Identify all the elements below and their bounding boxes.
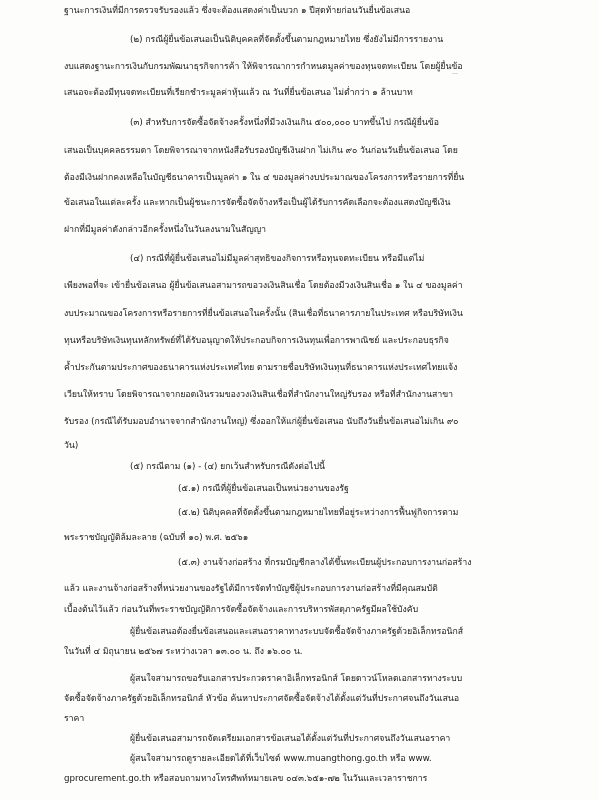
body-line: งบแสดงฐานะการเงินกับกรมพัฒนาธุรกิจการค้า ให้พิจารณาการกำหนดมูลค่าของทุนจดทะเบียน โดยผู้ยื่นข้อ (64, 62, 463, 72)
body-line: ในวันที่ ๔ มิถุนายน ๒๕๖๗ ระหว่างเวลา ๑๓.๐๐ น. ถึง ๑๖.๐๐ น. (64, 647, 303, 657)
body-line: ทุนหรือบริษัทเงินทุนหลักทรัพย์ที่ได้รับอนุญาตให้ประกอบกิจการเงินทุนเพื่อการพาณิชย์ และประกอบธุรกิจ (64, 336, 449, 346)
body-line: ค้ำประกันตามประกาศของธนาคารแห่งประเทศไทย ตามรายชื่อบริษัทเงินทุนที่ธนาคารแห่งประเทศไทยแจ้ง (64, 363, 458, 373)
body-line: ผู้ยื่นข้อเสนอต้องยื่นข้อเสนอและเสนอราคาทางระบบจัดซื้อจัดจ้างภาครัฐด้วยอิเล็กทรอนิกส์ (130, 627, 464, 637)
body-line: แล้ว และงานจ้างก่อสร้างที่หน่วยงานของรัฐได้มีการจัดทำบัญชีผู้ประกอบการงานก่อสร้างที่มีคุณสมบัติ (64, 584, 438, 594)
body-line: เพียงพอที่จะ เข้ายื่นข้อเสนอ ผู้ยื่นข้อเสนอสามารถขอวงเงินสินเชื่อ โดยต้องมีวงเงินสินเชื่อ ๑ ใน ๔ ของมูลค่า (64, 281, 463, 291)
body-line: ผู้สนใจสามารถขอรับเอกสารประกวดราคาอิเล็กทรอนิกส์ โดยดาวน์โหลดเอกสารทางระบบ (130, 674, 463, 684)
body-line: จัดซื้อจัดจ้างภาครัฐด้วยอิเล็กทรอนิกส์ หัวข้อ ค้นหาประกาศจัดซื้อจัดจ้างได้ตั้งแต่วันที่ประกาศจนถึงวันเสนอ (64, 694, 460, 704)
body-line: (๕.๒) นิติบุคคลที่จัดตั้งขึ้นตามกฎหมายไทยที่อยู่ระหว่างการฟื้นฟูกิจการตาม (178, 508, 459, 518)
body-line: (๓) สำหรับการจัดซื้อจัดจ้างครั้งหนึ่งที่มีวงเงินเกิน ๕๐๐,๐๐๐ บาทขึ้นไป กรณีผู้ยื่นข้อ (130, 118, 439, 128)
body-line: (๕.๓) งานจ้างก่อสร้าง ที่กรมบัญชีกลางได้ขึ้นทะเบียนผู้ประกอบการงานก่อสร้าง (178, 558, 472, 568)
body-line: พระราชบัญญัติล้มละลาย (ฉบับที่ ๑๐) พ.ศ. ๒๕๖๑ (64, 533, 249, 543)
body-line: เบื้องต้นไว้แล้ว ก่อนวันที่พระราชบัญญัติการจัดซื้อจัดจ้างและการบริหารพัสดุภาครัฐมีผลใช้บังคับ (64, 605, 419, 615)
body-line: ราคา (64, 714, 85, 724)
body-line: ต้องมีเงินฝากคงเหลือในบัญชีธนาคารเป็นมูลค่า ๑ ใน ๔ ของมูลค่างบประมาณของโครงการหรือรายการที่ยื่น (64, 173, 465, 183)
body-line: ฐานะการเงินที่มีการตรวจรับรองแล้ว ซึ่งจะต้องแสดงค่าเป็นบวก ๑ ปีสุดท้ายก่อนวันยื่นข้อเสนอ (64, 6, 411, 16)
body-line: ผู้ยื่นข้อเสนอสามารถจัดเตรียมเอกสารข้อเสนอได้ตั้งแต่วันที่ประกาศจนถึงวันเสนอราคา (130, 734, 451, 744)
body-line: (๔) กรณีที่ผู้ยื่นข้อเสนอไม่มีมูลค่าสุทธิของกิจการหรือทุนจดทะเบียน หรือมีแต่ไม่ (130, 254, 425, 264)
body-line: ฝากที่มีมูลค่าดังกล่าวอีกครั้งหนึ่งในวันลงนามในสัญญา (64, 225, 267, 235)
body-line: (๕.๑) กรณีที่ผู้ยื่นข้อเสนอเป็นหน่วยงานของรัฐ (178, 484, 349, 494)
body-line: งบประมาณของโครงการหรือรายการที่ยื่นข้อเสนอในครั้งนั้น (สินเชื่อที่ธนาคารภายในประเทศ หรือบริษัทเงิน (64, 309, 463, 319)
body-line: gprocurement.go.th หรือสอบถามทางโทรศัพท์หมายเลข ๐๔๓.๖๕๑-๗๒ ในวันและเวลาราชการ (64, 774, 428, 784)
body-line: เสนอเป็นบุคคลธรรมดา โดยพิจารณาจากหนังสือรับรองบัญชีเงินฝาก ไม่เกิน ๙๐ วันก่อนวันยื่นข้อเสนอ โดย (64, 146, 458, 156)
fill-in-blank (452, 73, 458, 74)
body-line: ข้อเสนอในแต่ละครั้ง และหากเป็นผู้ชนะการจัดซื้อจัดจ้างหรือเป็นผู้ได้รับการคัดเลือกจะต้องแสดงบัญชีเงิน (64, 198, 451, 208)
body-line: (๒) กรณีผู้ยื่นข้อเสนอเป็นนิติบุคคลที่จัดตั้งขึ้นตามกฎหมายไทย ซึ่งยังไม่มีการรายงาน (130, 35, 444, 45)
body-line: ผู้สนใจสามารถดูรายละเอียดได้ที่เว็บไซต์ www.muangthong.go.th หรือ www. (130, 754, 432, 764)
body-line: เสนอจะต้องมีทุนจดทะเบียนที่เรียกชำระมูลค่าหุ้นแล้ว ณ วันที่ยื่นข้อเสนอ ไม่ต่ำกว่า ๑ ล้านบาท (64, 88, 413, 98)
body-line: เวียนให้ทราบ โดยพิจารณาจากยอดเงินรวมของวงเงินสินเชื่อที่สำนักงานใหญ่รับรอง หรือที่สำนักงานสาขา (64, 390, 454, 400)
body-line: วัน) (64, 441, 79, 451)
section-heading: (๕) กรณีตาม (๑) - (๔) ยกเว้นสำหรับกรณีดังต่อไปนี้ (130, 462, 325, 472)
body-line: รับรอง (กรณีได้รับมอบอำนาจจากสำนักงานใหญ่) ซึ่งออกให้แก่ผู้ยื่นข้อเสนอ นับถึงวันยื่นข้อเสนอไม่เกิน ๙๐ (64, 417, 459, 427)
